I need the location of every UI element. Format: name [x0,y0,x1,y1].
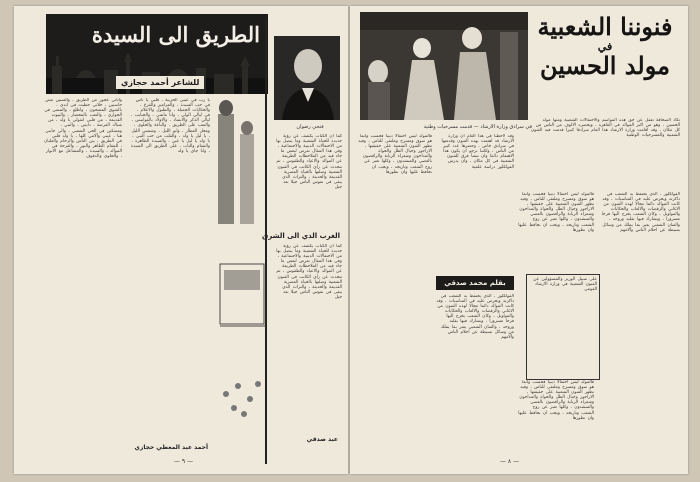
right-page [350,6,688,474]
article-column-b-top: فالمولد ليس احتفالا دينيا فحسب وانما هو سوق ومسرح وملتقى للناس ، وفيه تظهر الفنون الشعبية على حقيقتها ، الاراجوز وخيال الظل والحواة والمداحون وشعراء الربابة والراقصون بالعصي والمنشدون ، وكلها تعبر عن روح الشعب وتاريخه ، ويجب ان نحافظ عليها وان نطورها [518,192,594,233]
article-column-d: فالمولد ليس احتفالا دينيا فحسب وانما هو سوق ومسرح وملتقى للناس ، وفيه تظهر الفنون الشعبية على حقيقتها ، الاراجوز وخيال الظل والحواة والمداحون وشعراء الربابة والراقصون بالعصي والمنشدون ، وكلها تعبر عن روح الشعب وتاريخه ، ويجب ان نحافظ عليها وان نطورها [358,134,432,175]
left-page [14,6,348,474]
stage-photo [360,12,528,120]
photo-caption: في سرادق وزارة الارشاد — قدمت مسرحيات وطنية [423,124,532,130]
article-column-top: كما ان الكتاب يكشف عن رؤية جديدة للحياة الشعبية وما يتصل بها من الاحتفالات الدينية والاجتماعية ، وفي هذا المقال نعرض لبعض ما جاء فيه من الملاحظات الطريفة عن الموالد والاعياد والطقوس ، ثم نتحدث عن رأي الكاتب في الفنون الشعبية وصلتها بالحياة المصرية القديمة والحديثة ، والتراث الذي يبقى في نفوس الناس جيلا بعد جيل [276,134,342,190]
poem-column-right: يا رب في عيني الحزينة ، قلبي يا ناس في حب السيدة ، والمزامير والقرع ، والحكايات الجميلة ، والطبول والاعلام ، في ليالي الولي ، وانا ماشي ، والحبايب ، ليالي الذكر والانشاد ، والاولاد بالفوانيس ، والتعب على الطريق ، والباعة والحلوى ، ومحل العطار ، وابو الليل ، وشمس الليل ، يا ليل يا ولد ، والقلب من حب النبي ، يا ولد يا ليل يا عين ، والسيدة الطاهرة ، والمقام والباب ، على الطريق الى السيدة ، وانا جاي يا ولد [130,98,210,154]
street-figures-illustration [214,94,270,424]
article-column-a: الفولكلور ، الذي يحتفظ به الشعب في ذاكرته ويحرص عليه في المناسبات ، وقد كانت الموالد دائما مجالا لهذه الفنون من الاغاني والرقصات والالعاب والحكايات والمواويل ، وكان الشعب يخرج اليها فرحا مسرورا ، ويشارك فيها بقلبه وروحه ، والفنان الشعبي يعبر بما يملك من وسائل بسيطة عن احلام الناس وآلامهم [601,192,680,233]
poem-column-left: واتاني عجوز من الطريق ، والسنين مش حاسبين ، خلاني حطيت في ايدي ، بالشوق المشحون ، واطلع ، والمشي في الحواري ، والتعب بالمحضار ، والبيوت القديمة ، من قلبي اتقولي يا ولد ، من شباك الفرصة ، دايس ، والنبي ، ومسكين في الحي الشعبي ، والي جابني هنا ، عيني وآلامي كلها ، يا ولد قلبي في الطريق ، بين الناس والزحام والغلبان ، للمقام الطاهر والنور ، والفرحة في الموالد ، والسيدة ، والمشاعل مع الانوار ، والحلوى والدفوف [44,98,122,160]
title-line-2: في [597,40,613,53]
column-divider [265,20,267,464]
poet-credit: للشاعر أحمد حجازي [116,76,204,89]
boxed-note: على سبيل الوزير والمسؤولين عن الفنون الشعبية في وزارة الارشاد القومي [526,274,600,380]
portrait-caption: فتحي رضوان [296,124,324,130]
author-byline: بقلم محمد صدقي [436,276,514,290]
man-portrait-icon [274,36,340,120]
article-column-c-top: وقد لاحظنا في هذا العام ان وزارة الارشاد قد اهتمت بهذه الفنون وقدمتها في سرادق خاص ، وحضرها عدد كبير من الناس ، ولكننا نرجو ان يكون هذا الاهتمام دائما وان تنشأ فرق للفنون الشعبية في كل مكان ، وان يدرس الفولكلور دراسة علمية [441,134,514,170]
poem-signature: أحمد عبد المعطي حجازي [134,444,208,451]
poem-title-banner [46,14,268,94]
title-line-1: فنوننا الشعبية [537,12,673,41]
article-main-title [530,14,680,114]
section-subhead: الغرب الذي الى الشرق [261,232,340,240]
article-intro: تكاد الصحافة تغفل عن حق هذه المواسم والاحتفالات الشعبية ومنها مولد الحسين ، وهو من اكبر الموالد في القاهرة ، ويحضره الالوف من الناس من كل مكان ، وقد اقامت وزارة الارشاد هذا العام سرادقا كبيرا قدمت فيه الفنون الشعبية والمسرحيات الوطنية [531,118,680,139]
article-column-c-bottom: الفولكلور ، الذي يحتفظ به الشعب في ذاكرته ويحرص عليه في المناسبات ، وقد كانت الموالد دائما مجالا لهذه الفنون من الاغاني والرقصات والالعاب والحكايات والمواويل ، وكان الشعب يخرج اليها فرحا مسرورا ، ويشارك فيها بقلبه وروحه ، والفنان الشعبي يعبر بما يملك من وسائل بسيطة عن احلام الناس وآلامهم [436,294,514,340]
page-number-left: — ٩ — [174,458,194,465]
stage-performers-icon [360,12,528,120]
article-column-bottom: كما ان الكتاب يكشف عن رؤية جديدة للحياة الشعبية وما يتصل بها من الاحتفالات الدينية والاجتماعية ، وفي هذا المقال نعرض لبعض ما جاء فيه من الملاحظات الطريفة عن الموالد والاعياد والطقوس ، ثم نتحدث عن رأي الكاتب في الفنون الشعبية وصلتها بالحياة المصرية القديمة والحديثة ، والتراث الذي يبقى في نفوس الناس جيلا بعد جيل [276,244,342,300]
page-number-right: — ٨ — [500,458,520,465]
title-line-3: مولد الحسين [540,51,670,80]
article-signature: عبد صدقي [306,436,338,443]
poem-title: الطريق الى السيدة [91,22,260,47]
portrait-photo [274,36,340,120]
article-column-b-bottom: فالمولد ليس احتفالا دينيا فحسب وانما هو سوق ومسرح وملتقى للناس ، وفيه تظهر الفنون الشعبية على حقيقتها ، الاراجوز وخيال الظل والحواة والمداحون وشعراء الربابة والراقصون بالعصي والمنشدون ، وكلها تعبر عن روح الشعب وتاريخه ، ويجب ان نحافظ عليها وان نطورها [518,380,594,421]
